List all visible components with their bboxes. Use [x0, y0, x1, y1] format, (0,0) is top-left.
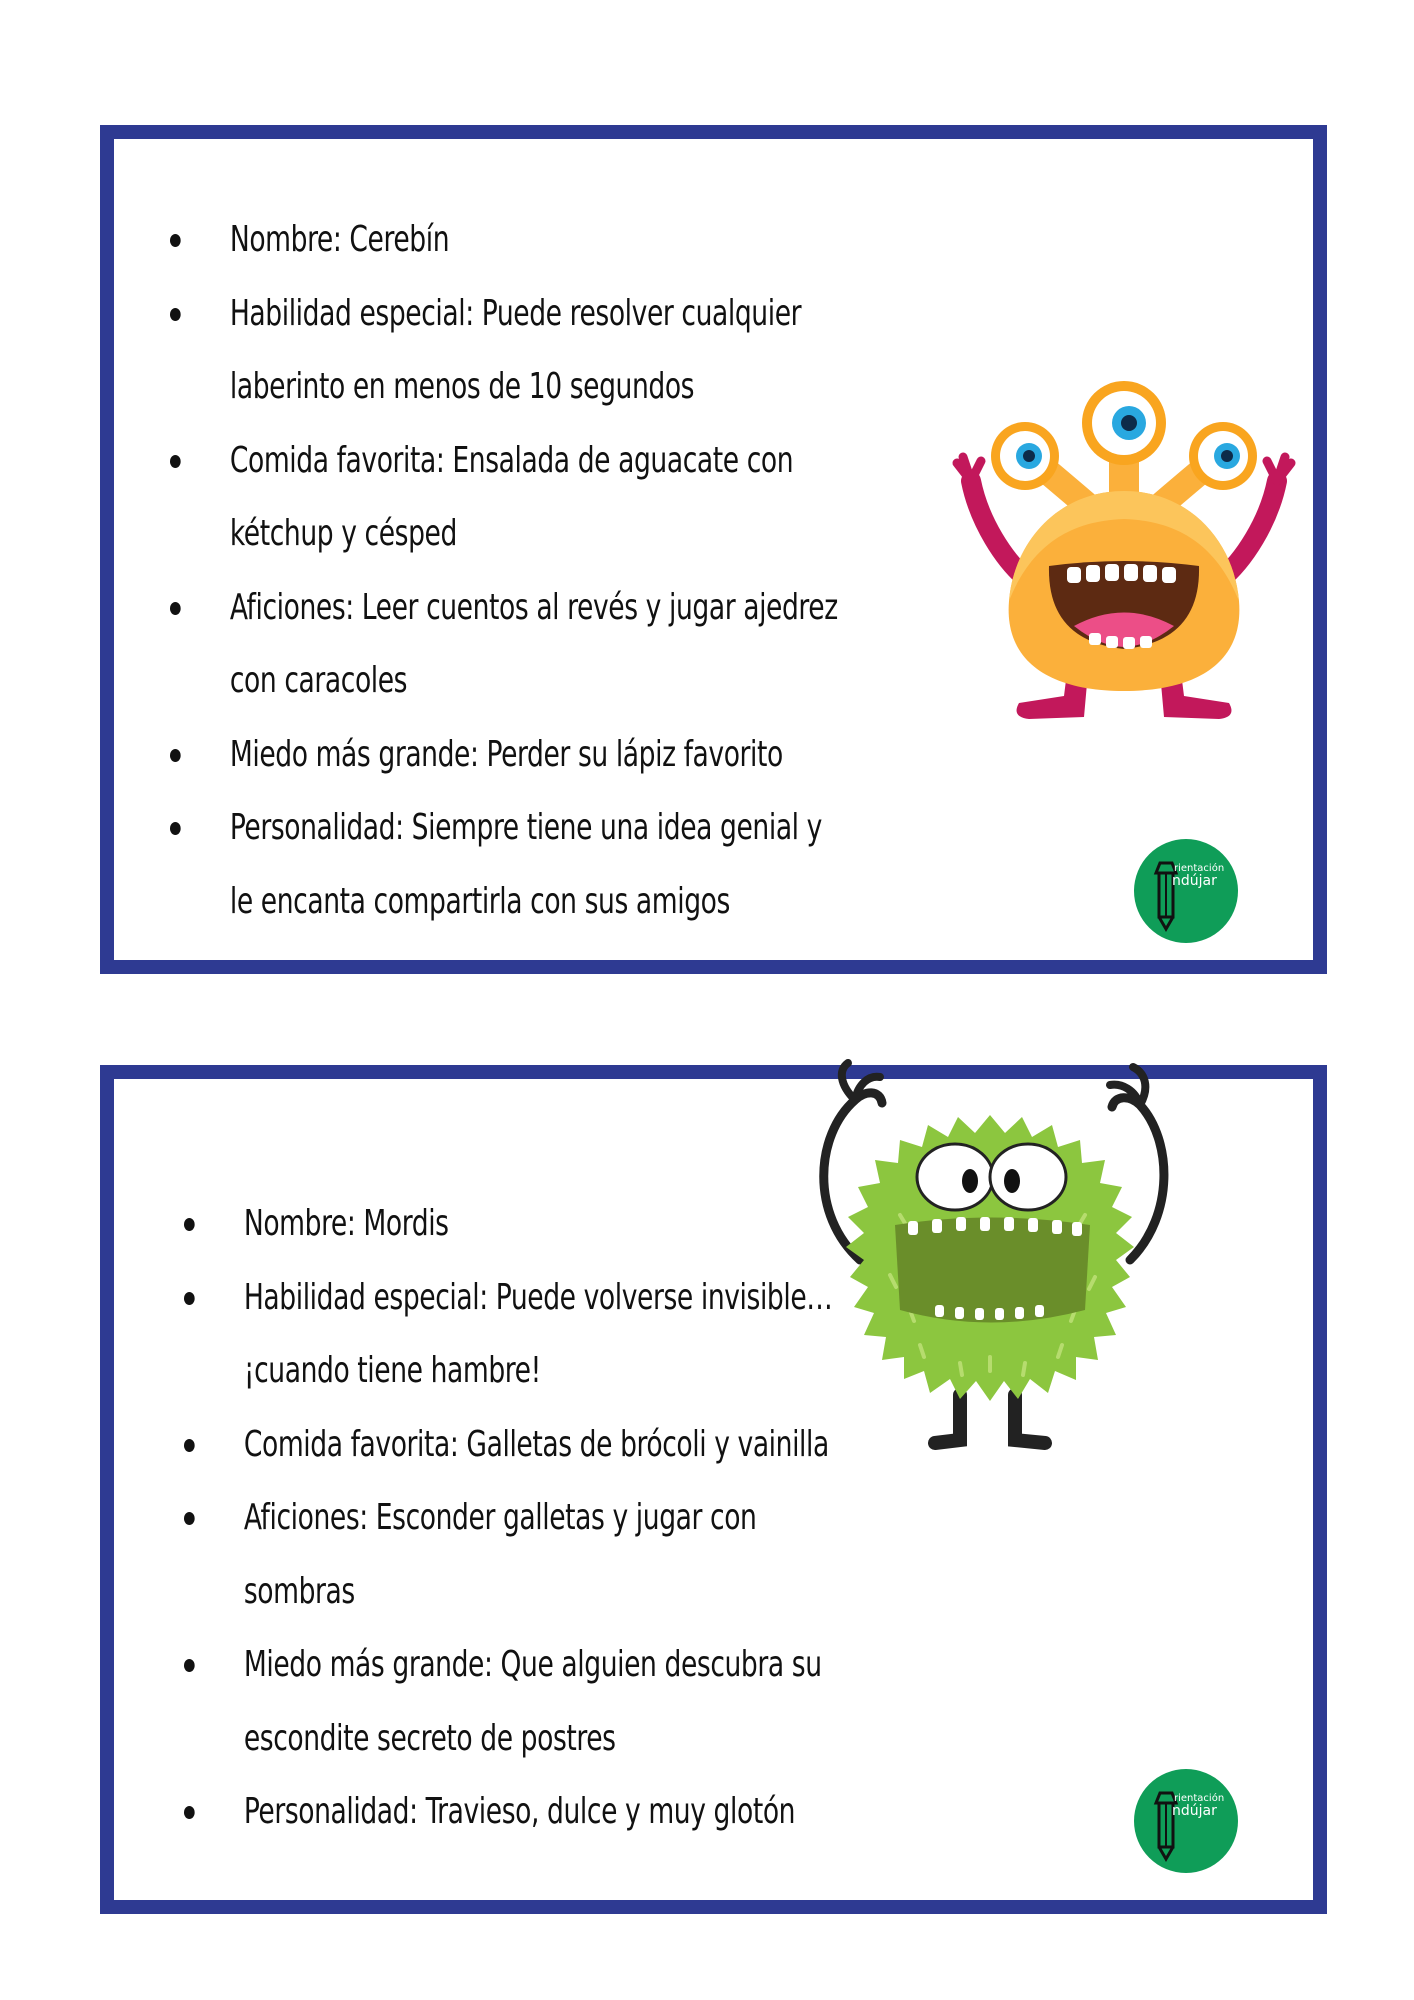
- trait-list: [184, 1187, 873, 1849]
- trait-personality: Personalidad: Siempre tiene una idea genial y le encanta compartirla con sus amigos: [170, 791, 842, 938]
- green-furry-monster-icon: [800, 1045, 1185, 1465]
- trait-favorite-food: Comida favorita: Ensalada de aguacate con kétchup y césped: [170, 424, 842, 571]
- trait-biggest-fear: Miedo más grande: Que alguien descubra su escondite secreto de postres: [184, 1628, 873, 1775]
- svg-text:rientación: rientación: [1174, 863, 1225, 874]
- orientacion-andujar-logo: [1134, 839, 1238, 943]
- character-card-cerebin: [100, 125, 1327, 974]
- trait-name: Nombre: Cerebín: [170, 203, 842, 277]
- trait-favorite-food: Comida favorita: Galletas de brócoli y vainilla: [184, 1408, 873, 1482]
- trait-biggest-fear: Miedo más grande: Perder su lápiz favorito: [170, 718, 842, 792]
- trait-special-ability: Habilidad especial: Puede volverse invisible… ¡cuando tiene hambre!: [184, 1261, 873, 1408]
- orange-three-eyed-monster-icon: [949, 371, 1299, 723]
- trait-special-ability: Habilidad especial: Puede resolver cualquier laberinto en menos de 10 segundos: [170, 277, 842, 424]
- trait-hobbies: Aficiones: Leer cuentos al revés y jugar ajedrez con caracoles: [170, 571, 842, 718]
- trait-personality: Personalidad: Travieso, dulce y muy glotón: [184, 1775, 873, 1849]
- svg-text:ndújar: ndújar: [1172, 1803, 1217, 1819]
- trait-hobbies: Aficiones: Esconder galletas y jugar con sombras: [184, 1481, 873, 1628]
- trait-name: Nombre: Mordis: [184, 1187, 873, 1261]
- svg-text:rientación: rientación: [1174, 1793, 1225, 1804]
- trait-list: [170, 203, 842, 938]
- svg-text:ndújar: ndújar: [1172, 873, 1217, 889]
- orientacion-andujar-logo: [1134, 1769, 1238, 1873]
